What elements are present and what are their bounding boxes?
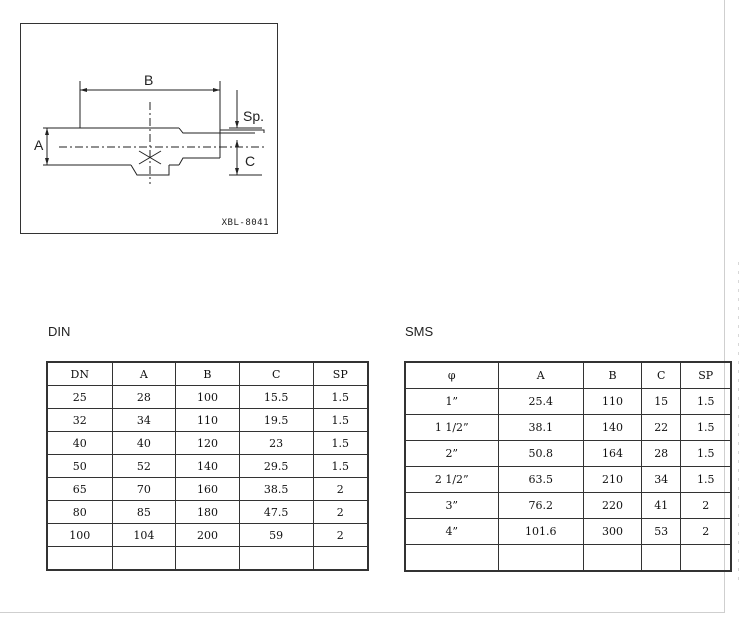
table-cell: 100 — [176, 386, 240, 409]
table-cell: 2 — [313, 478, 368, 501]
table-cell: 100 — [47, 524, 112, 547]
table-row — [47, 386, 368, 409]
table-cell: 38.1 — [498, 415, 584, 441]
header-row — [405, 362, 731, 389]
table-row — [47, 432, 368, 455]
table-cell — [641, 545, 680, 572]
table-row — [405, 467, 731, 493]
table-row — [405, 545, 731, 572]
table-cell: 2 — [313, 501, 368, 524]
table-row — [405, 519, 731, 545]
table-cell: 1.5 — [313, 432, 368, 455]
dimension-label-b: B — [144, 72, 154, 88]
header-row — [47, 362, 368, 386]
table-cell: 1.5 — [681, 389, 731, 415]
table-cell: 200 — [176, 524, 240, 547]
sms-heading: SMS — [405, 324, 434, 339]
dimension-label-c: C — [245, 153, 256, 169]
table-row — [405, 441, 731, 467]
table-body — [405, 389, 731, 572]
table-row — [47, 478, 368, 501]
table-cell: 1.5 — [681, 415, 731, 441]
table-cell: 2 — [681, 493, 731, 519]
table-cell: 19.5 — [239, 409, 313, 432]
table-cell: 34 — [112, 409, 176, 432]
din-dimensions-table — [46, 361, 369, 571]
table-cell: 300 — [584, 519, 642, 545]
table-row — [47, 547, 368, 571]
table-cell: 25.4 — [498, 389, 584, 415]
table-cell: 70 — [112, 478, 176, 501]
table-cell: 220 — [584, 493, 642, 519]
table-cell — [112, 547, 176, 571]
table-cell: 47.5 — [239, 501, 313, 524]
table-row — [405, 493, 731, 519]
table-cell: 2” — [405, 441, 498, 467]
table-cell: 40 — [47, 432, 112, 455]
column-header: B — [176, 362, 240, 386]
column-header: SP — [313, 362, 368, 386]
table-header — [405, 362, 731, 389]
table-cell: 160 — [176, 478, 240, 501]
table-cell: 1.5 — [313, 409, 368, 432]
column-header: A — [112, 362, 176, 386]
table-cell: 2 — [313, 524, 368, 547]
table-cell: 1.5 — [313, 455, 368, 478]
table-cell: 101.6 — [498, 519, 584, 545]
table-cell: 29.5 — [239, 455, 313, 478]
table-cell: 4” — [405, 519, 498, 545]
table-cell: 80 — [47, 501, 112, 524]
table-cell: 110 — [176, 409, 240, 432]
table-cell: 120 — [176, 432, 240, 455]
table-cell: 53 — [641, 519, 680, 545]
table-cell: 85 — [112, 501, 176, 524]
table-cell: 28 — [112, 386, 176, 409]
table-cell: 104 — [112, 524, 176, 547]
dimension-label-a: A — [34, 137, 44, 153]
table-cell: 59 — [239, 524, 313, 547]
table-cell: 41 — [641, 493, 680, 519]
table-cell: 25 — [47, 386, 112, 409]
dimension-label-sp: Sp. — [243, 108, 265, 124]
table-cell: 38.5 — [239, 478, 313, 501]
table-cell: 65 — [47, 478, 112, 501]
scroll-edge-marks — [738, 262, 739, 582]
table-cell: 3” — [405, 493, 498, 519]
table-cell: 2 1/2” — [405, 467, 498, 493]
table-cell: 140 — [584, 415, 642, 441]
column-header: C — [239, 362, 313, 386]
column-header: A — [498, 362, 584, 389]
table-cell: 15.5 — [239, 386, 313, 409]
table-cell: 22 — [641, 415, 680, 441]
page-border-bottom — [0, 612, 725, 613]
table-row — [405, 415, 731, 441]
column-header: C — [641, 362, 680, 389]
table-cell: 32 — [47, 409, 112, 432]
table-cell — [47, 547, 112, 571]
table-cell: 1 1/2” — [405, 415, 498, 441]
table-body — [47, 386, 368, 571]
table-cell: 2 — [681, 519, 731, 545]
table-cell — [239, 547, 313, 571]
table-cell: 23 — [239, 432, 313, 455]
table-cell — [584, 545, 642, 572]
table-cell — [313, 547, 368, 571]
table-cell — [681, 545, 731, 572]
table-row — [405, 389, 731, 415]
column-header: B — [584, 362, 642, 389]
table-cell: 63.5 — [498, 467, 584, 493]
table-cell: 15 — [641, 389, 680, 415]
table-cell — [176, 547, 240, 571]
table-cell: 110 — [584, 389, 642, 415]
column-header: φ — [405, 362, 498, 389]
table-cell: 34 — [641, 467, 680, 493]
drawing-code: XBL-8041 — [221, 218, 269, 228]
table-cell: 180 — [176, 501, 240, 524]
table-row — [47, 455, 368, 478]
din-heading: DIN — [48, 324, 71, 339]
sms-dimensions-table — [404, 361, 732, 572]
table-cell: 210 — [584, 467, 642, 493]
technical-drawing — [20, 23, 278, 234]
table-cell — [498, 545, 584, 572]
table-cell — [405, 545, 498, 572]
ferrule-dimension-drawing — [21, 24, 277, 233]
table-cell: 40 — [112, 432, 176, 455]
table-row — [47, 524, 368, 547]
table-header — [47, 362, 368, 386]
table-cell: 76.2 — [498, 493, 584, 519]
table-cell: 1” — [405, 389, 498, 415]
column-header: SP — [681, 362, 731, 389]
table-cell: 50.8 — [498, 441, 584, 467]
table-row — [47, 501, 368, 524]
table-cell: 164 — [584, 441, 642, 467]
column-header: DN — [47, 362, 112, 386]
table-cell: 1.5 — [313, 386, 368, 409]
table-cell: 52 — [112, 455, 176, 478]
table-cell: 1.5 — [681, 441, 731, 467]
table-cell: 28 — [641, 441, 680, 467]
table-row — [47, 409, 368, 432]
table-cell: 1.5 — [681, 467, 731, 493]
table-cell: 50 — [47, 455, 112, 478]
table-cell: 140 — [176, 455, 240, 478]
